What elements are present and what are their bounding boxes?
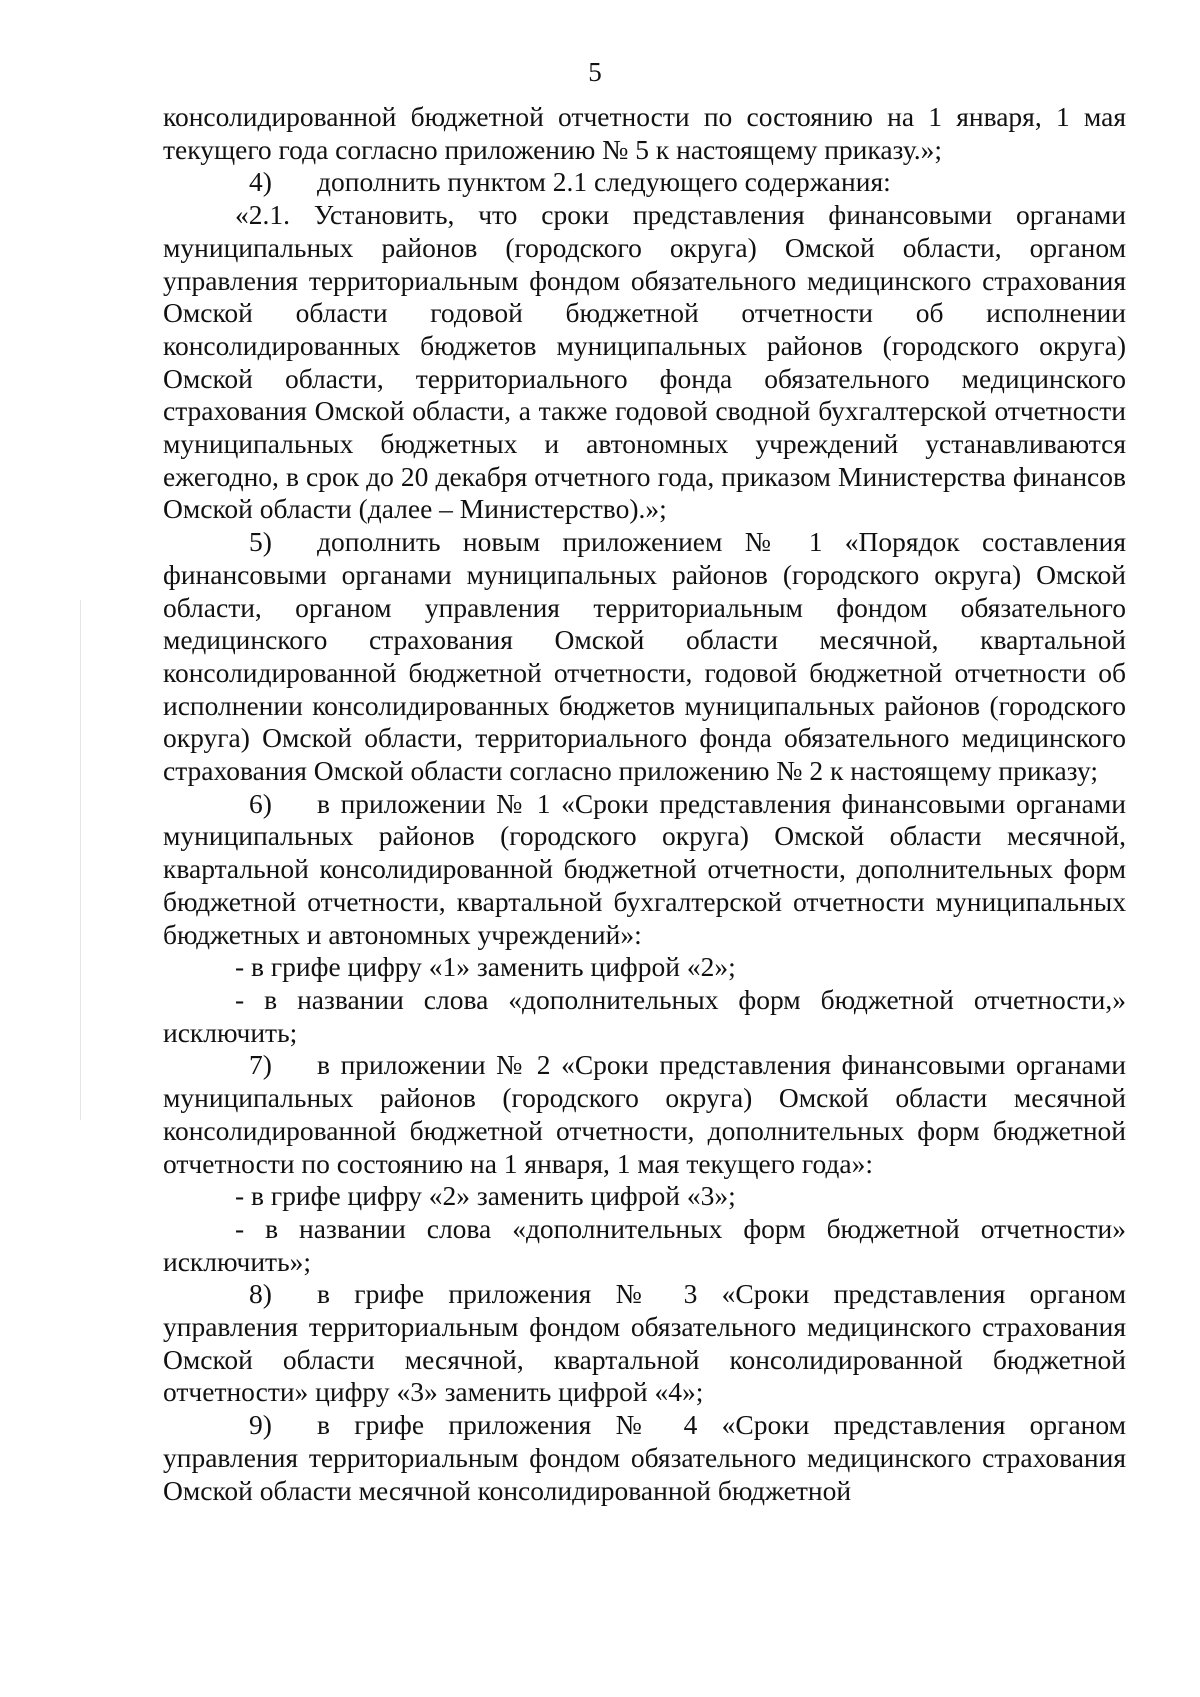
paragraph-number: 5) <box>249 526 272 558</box>
paragraph-text: дополнить новым приложением № 1 «Порядок составления финансовыми органами муниципальных районов (городского округа) Омской области, органом управления территориальным фондом обязательного медицинского страхования Омской области месячной, квартальной консолидированной бюджетной отчетности, годовой бюджетной отчетности об исполнении консолидированных бюджетов муниципальных районов (городского округа) Омской области, территориального фонда обязательного медицинского страхования Омской области согласно приложению № 2 к настоящему приказу; <box>163 526 1126 787</box>
numbered-paragraph <box>163 788 1126 952</box>
paragraph-text: - в названии слова «дополнительных форм бюджетной отчетности» исключить»; <box>163 1212 1126 1277</box>
paragraph <box>163 199 1126 526</box>
numbered-paragraph <box>163 1049 1126 1180</box>
paragraph-text: в приложении № 2 «Сроки представления финансовыми органами муниципальных районов (городского округа) Омской области месячной консолидированной бюджетной отчетности, дополнительных форм бюджетной отчетности по состоянию на 1 января, 1 мая текущего года»: <box>163 1049 1126 1179</box>
scan-edge-mark <box>80 600 81 1120</box>
paragraph-text: в приложении № 1 «Сроки представления финансовыми органами муниципальных районов (городского округа) Омской области месячной, квартальной консолидированной бюджетной отчетности, дополнительных форм бюджетной отчетности, квартальной бухгалтерской отчетности муниципальных бюджетных и автономных учреждений»: <box>163 787 1126 950</box>
document-body <box>163 101 1126 1507</box>
paragraph-text: в грифе приложения № 4 «Сроки представления органом управления территориальным фондом обязательного медицинского страхования Омской области месячной консолидированной бюджетной <box>163 1409 1126 1506</box>
paragraph-text: консолидированной бюджетной отчетности по состоянию на 1 января, 1 мая текущего года согласно приложению № 5 к настоящему приказу.»; <box>163 101 1126 165</box>
paragraph <box>163 984 1126 1049</box>
numbered-paragraph <box>163 1409 1126 1507</box>
paragraph-text: дополнить пунктом 2.1 следующего содержания: <box>317 166 891 198</box>
paragraph-text: - в грифе цифру «1» заменить цифрой «2»; <box>235 951 736 983</box>
paragraph-number: 4) <box>249 166 272 198</box>
numbered-paragraph <box>163 1278 1126 1409</box>
paragraph-number: 6) <box>249 787 272 819</box>
numbered-paragraph <box>163 526 1126 788</box>
paragraph <box>163 1180 1126 1213</box>
page-number: 5 <box>588 57 602 87</box>
paragraph-number: 7) <box>249 1049 272 1081</box>
paragraph <box>163 1213 1126 1278</box>
paragraph-text: - в названии слова «дополнительных форм бюджетной отчетности,» исключить; <box>163 983 1126 1048</box>
paragraph-text: в грифе приложения № 3 «Сроки представления органом управления территориальным фондом обязательного медицинского страхования Омской области месячной, квартальной консолидированной бюджетной отчетности» цифру «3» заменить цифрой «4»; <box>163 1278 1126 1408</box>
paragraph <box>163 101 1126 166</box>
paragraph-text: «2.1. Установить, что сроки представления финансовыми органами муниципальных районов (городского округа) Омской области, органом управления территориальным фондом обязательного медицинского страхования Омской области годовой бюджетной отчетности об исполнении консолидированных бюджетов муниципальных районов (городского округа) Омской области, территориального фонда обязательного медицинского страхования Омской области, а также годовой сводной бухгалтерской отчетности муниципальных бюджетных и автономных учреждений устанавливаются ежегодно, в срок до 20 декабря отчетного года, приказом Министерства финансов Омской области (далее – Министерство).»; <box>163 199 1126 525</box>
paragraph-number: 9) <box>249 1409 272 1441</box>
paragraph-text: - в грифе цифру «2» заменить цифрой «3»; <box>235 1180 736 1212</box>
paragraph <box>163 951 1126 984</box>
numbered-paragraph <box>163 166 1126 199</box>
paragraph-number: 8) <box>249 1278 272 1310</box>
